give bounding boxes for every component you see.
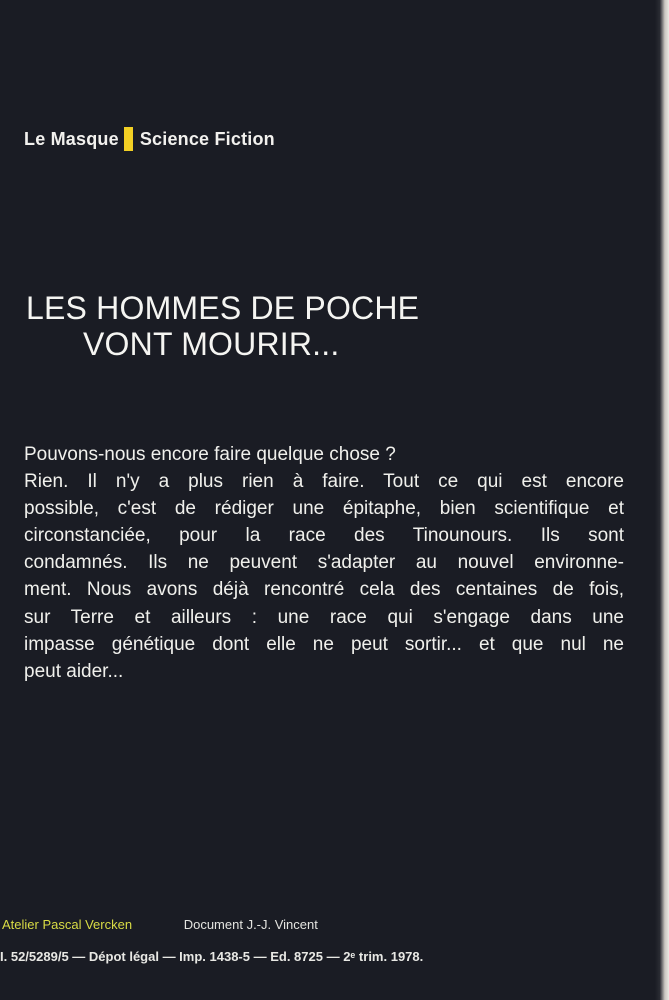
collection-name: Science Fiction <box>139 128 275 149</box>
cover-credits <box>2 917 318 932</box>
blurb-question-line: Pouvons-nous encore faire quelque chose ? <box>24 444 396 465</box>
legal-deposit-line: I. 52/5289/5 — Dépot légal — Imp. 1438-5 — Ed. 8725 — 2ᵉ trim. 1978. <box>0 949 424 964</box>
document-credit: Document J.-J. Vincent <box>183 917 318 932</box>
series-header <box>24 127 275 151</box>
title-line-2: VONT MOURIR... <box>83 326 340 362</box>
blurb-line: condamnés. Ils ne peuvent s'adapter au nouvel environne- <box>24 552 624 574</box>
book-title <box>26 290 419 362</box>
cover-edge <box>655 0 669 1000</box>
blurb-line: circonstanciée, pour la race des Tinounours. Ils sont <box>24 525 624 547</box>
blurb-text <box>24 441 624 685</box>
illustration-credit: Atelier Pascal Vercken <box>2 917 133 932</box>
yellow-bar-divider <box>124 127 133 151</box>
publisher-name: Le Masque <box>24 128 119 149</box>
blurb-paragraph <box>24 468 624 685</box>
blurb-last-line: peut aider... <box>24 660 124 682</box>
blurb-line: sur Terre et ailleurs : une race qui s'engage dans une <box>24 606 624 628</box>
blurb-question <box>24 441 624 468</box>
blurb-line: Rien. Il n'y a plus rien à faire. Tout ce qui est encore <box>24 471 624 493</box>
blurb-line: impasse génétique dont elle ne peut sortir... et que nul ne <box>24 633 624 655</box>
title-line-1: LES HOMMES DE POCHE <box>26 290 420 326</box>
blurb-line: ment. Nous avons déjà rencontré cela des centaines de fois, <box>24 579 624 601</box>
blurb-line: possible, c'est de rédiger une épitaphe, bien scientifique et <box>24 498 624 520</box>
